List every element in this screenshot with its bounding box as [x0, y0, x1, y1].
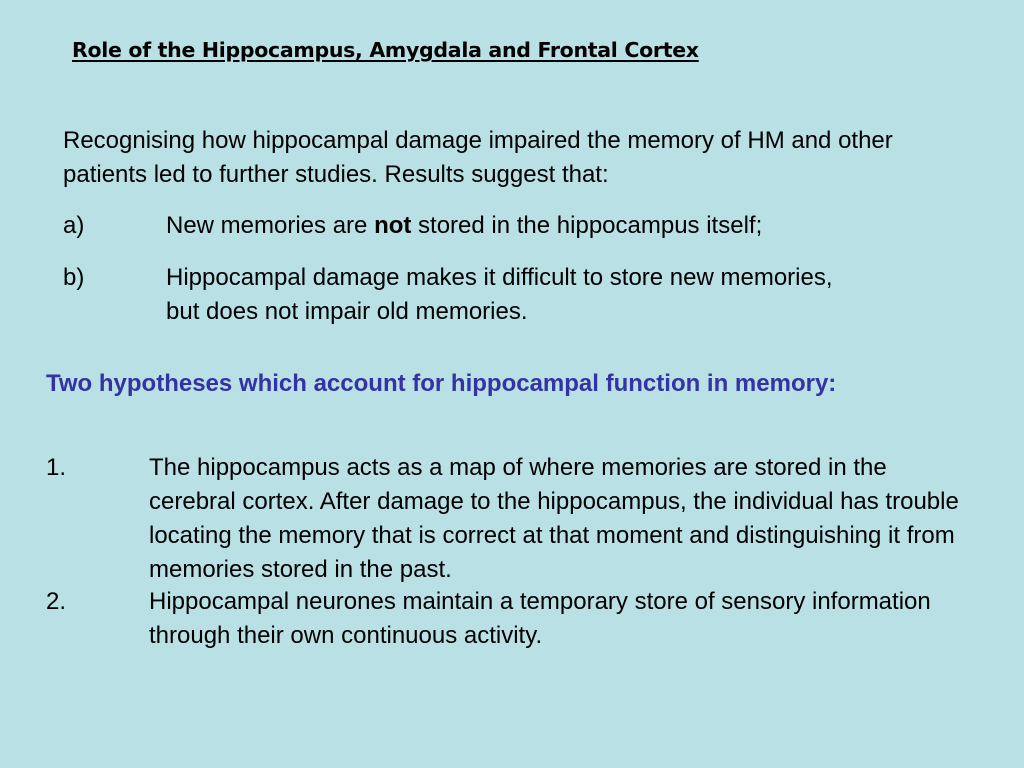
finding-item-b	[63, 261, 963, 331]
finding-text-after: stored in the hippocampus itself;	[411, 212, 763, 239]
hypotheses-heading: Two hypotheses which account for hippocampal function in memory:	[46, 370, 837, 397]
finding-item-a	[63, 209, 963, 243]
intro-paragraph: Recognising how hippocampal damage impaired the memory of HM and other patients led to further studies. Results suggest that:	[63, 127, 893, 188]
finding-marker: a)	[63, 212, 85, 239]
slide-title: Role of the Hippocampus, Amygdala and Frontal Cortex	[72, 38, 699, 62]
hypothesis-text: The hippocampus acts as a map of where memories are stored in the cerebral cortex. After damage to the hippocampus, the individual has trouble locating the memory that is correct at that moment and distinguishing it from memories stored in the past.	[149, 454, 959, 583]
hypothesis-marker: 1.	[46, 454, 67, 481]
hypothesis-item-2	[46, 585, 1006, 655]
finding-text: Hippocampal damage makes it difficult to store new memories, but does not impair old memories.	[166, 264, 833, 325]
hypothesis-marker: 2.	[46, 588, 67, 615]
finding-emphasis: not	[374, 212, 412, 239]
finding-text-before: New memories are	[166, 212, 375, 239]
finding-marker: b)	[63, 264, 85, 291]
hypothesis-text: Hippocampal neurones maintain a temporary store of sensory information through their own continuous activity.	[149, 588, 931, 649]
finding-text	[166, 209, 946, 243]
hypothesis-item-1	[46, 451, 1006, 591]
